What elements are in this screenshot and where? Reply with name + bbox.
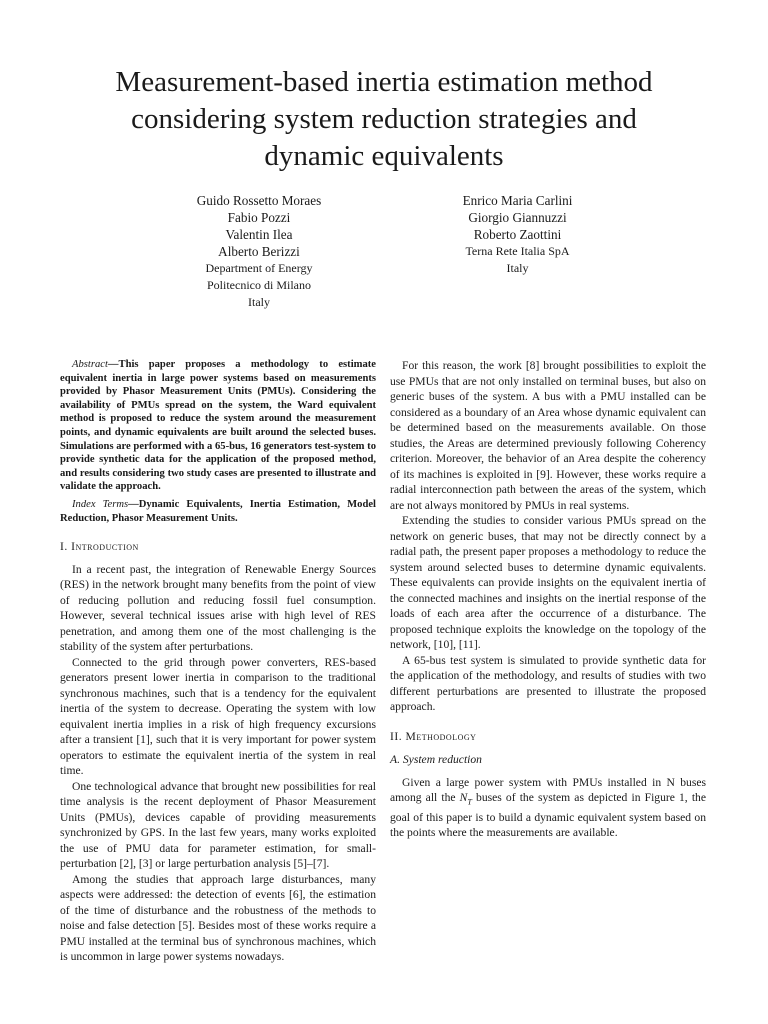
abstract-lead: Abstract bbox=[72, 359, 108, 370]
paragraph: Among the studies that approach large disturbances, many aspects were addressed: the detection of events [6], the estimation of the time of disturbance and the robustness of the methods to noise and false detection [5]. Besides most of these works require a PMU installed at the terminal bus of synchronous machines, which is uncommon in large power systems nowadays. bbox=[60, 872, 376, 964]
paragraph: One technological advance that brought new possibilities for real time analysis is the recent deployment of Phasor Measurement Units (PMUs), devices capable of providing measurements synchronized by GPS. In the last few years, many works exploited the use of PMU data for parameter estimation, for small-perturbation [2], [3] or large perturbation analysis [5]–[7]. bbox=[60, 779, 376, 871]
author-affiliation: Politecnico di Milano bbox=[207, 278, 311, 292]
left-column bbox=[60, 358, 376, 965]
author-name: Fabio Pozzi bbox=[227, 210, 291, 225]
title-line-2: considering system reduction strategies and bbox=[131, 103, 637, 135]
index-terms bbox=[60, 498, 376, 525]
section-heading-introduction: I. Introduction bbox=[60, 540, 139, 554]
right-column bbox=[390, 358, 706, 841]
author-affiliation: Terna Rete Italia SpA bbox=[465, 244, 570, 258]
text-run: Given a large power system with PMUs installed in N buses among all the bbox=[390, 775, 706, 804]
author-name: Valentin Ilea bbox=[225, 227, 293, 242]
author-name: Alberto Berizzi bbox=[218, 244, 300, 259]
author-name: Roberto Zaottini bbox=[473, 227, 562, 242]
section-heading-methodology: II. Methodology bbox=[390, 729, 477, 743]
paragraph: Extending the studies to consider various PMUs spread on the network on generic buses, that may not be directly connect by a radial path, the present paper proposes a methodology to reduce the system around selected buses to determine dynamic equivalents. These equivalents can provide insights on the equivalent inertia of the connected machines and insights on the inertial response of the loads of each area after the occurrence of a disturbance. The proposed technique exploits the knowledge on the topology of the network, [10], [11]. bbox=[390, 514, 706, 651]
math-base: N bbox=[459, 791, 468, 804]
paper-title bbox=[60, 64, 708, 175]
paragraph: For this reason, the work [8] brought possibilities to exploit the use PMUs that are not only installed on terminal buses, but also on generic buses of the system. A bus with a PMU installed can be considered as a boundary of an Area whose dynamic equivalent can be determined based on the measurements available. On those studies, the Areas are determined previously following Coherency criterion. Moreover, the behavior of an Area despite the coherency of its machines is exploited in [9]. However, these works require a radial interconnection path between the areas of the system, which are not always monitored by PMUs in real systems. bbox=[390, 359, 706, 512]
author-affiliation: Italy bbox=[248, 295, 270, 309]
author-name: Giorgio Giannuzzi bbox=[468, 210, 567, 225]
paragraph: A 65-bus test system is simulated to provide synthetic data for the application of the methodology, and results of studies with two different perturbations are presented to illustrate the proposed approach. bbox=[390, 653, 706, 713]
text-run: buses of the system as depicted in Figure 1, the goal of this paper is to build a dynamic equivalent system based on the points where the measurements are available. bbox=[390, 791, 706, 840]
abstract-text: —This paper proposes a methodology to estimate equivalent inertia in large power systems based on measurements provided by Phasor Measurement Units (PMUs). Considering the availability of PMUs spread on the system, the Ward equivalent method is proposed to reduce the system around the measurement points, and dynamic equivalents are built around the selected buses. Simulations are performed with a 65-bus, 16 generators test-system to provide synthetic data for the application of the proposed method, and results considering two study cases are presented to illustrate and validate the approach. bbox=[60, 359, 376, 493]
author-block-politecnico bbox=[134, 192, 384, 311]
paragraph: Connected to the grid through power converters, RES-based generators present lower inertia in comparison to the traditional synchronous machines, such that is a tendency for the equivalent inertia of the system to decrease. Operating the system with low equivalent inertia implies in a risk of high frequency excursions after a transient [1], such that it is very important for power system operators to estimate the equivalent inertia of the system in real time. bbox=[60, 655, 376, 778]
paragraph: In a recent past, the integration of Renewable Energy Sources (RES) in the network brought many benefits from the point of view of reducing pollution and reducing fossil fuel consumption. However, several technical issues arise with high level of RES penetration, and among them one of the most challenging is the stability of the system after perturbations. bbox=[60, 562, 376, 654]
title-line-3: dynamic equivalents bbox=[264, 140, 504, 172]
math-symbol bbox=[459, 791, 472, 807]
author-affiliation: Department of Energy bbox=[205, 261, 313, 275]
index-terms-lead: Index Terms bbox=[72, 498, 129, 510]
title-line-1: Measurement-based inertia estimation method bbox=[115, 66, 653, 98]
author-block-terna bbox=[400, 192, 635, 277]
author-name: Guido Rossetto Moraes bbox=[196, 193, 322, 208]
abstract bbox=[60, 358, 376, 494]
subsection-heading-system-reduction: A. System reduction bbox=[390, 753, 482, 766]
paragraph bbox=[390, 775, 706, 841]
author-name: Enrico Maria Carlini bbox=[462, 193, 573, 208]
index-terms-text: —Dynamic Equivalents, Inertia Estimation, Model Reduction, Phasor Measurement Units. bbox=[60, 498, 376, 524]
math-subscript: T bbox=[467, 797, 472, 807]
author-affiliation: Italy bbox=[506, 261, 529, 275]
